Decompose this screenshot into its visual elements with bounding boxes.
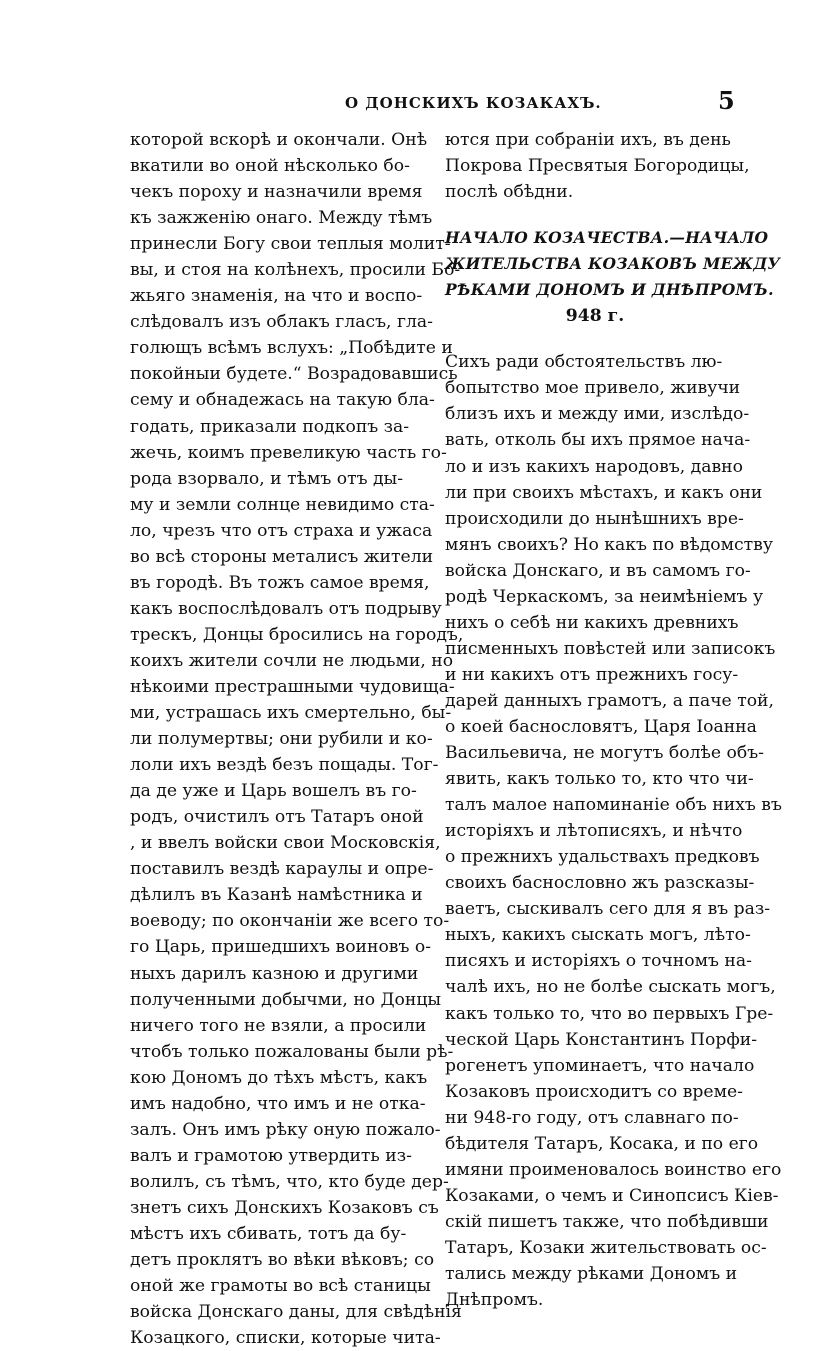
text-line: явить, какъ только то, кто что чи- xyxy=(445,769,754,790)
text-line: въ городѣ. Въ тожъ самое время, xyxy=(130,572,430,593)
text-line: жьяго знаменія, на что и воспо- xyxy=(130,286,423,307)
section-gap xyxy=(445,329,745,349)
right-intro-text xyxy=(445,127,750,205)
text-line: трескъ, Донцы бросились на городъ, xyxy=(130,624,464,645)
text-line: ни 948-го году, отъ славнаго по- xyxy=(445,1107,739,1128)
text-line: ческой Царь Константинъ Порфи- xyxy=(445,1029,758,1050)
text-line: исторіяхъ и лѣтописяхъ, и нѣчто xyxy=(445,821,743,842)
text-line: мѣстъ ихъ сбивать, тотъ да бу- xyxy=(130,1223,407,1244)
text-line: рода взорвало, и тѣмъ отъ ды- xyxy=(130,468,404,489)
text-line: вать, отколь бы ихъ прямое нача- xyxy=(445,430,751,451)
text-line: воеводу; по окончаніи же всего то- xyxy=(130,911,450,932)
text-line: слѣдовалъ изъ облакъ гласъ, гла- xyxy=(130,312,433,333)
text-line: РѢКАМИ ДОНОМЪ И ДНѢПРОМЪ. xyxy=(445,280,774,300)
text-line: му и земли солнце невидимо ста- xyxy=(130,494,435,515)
left-column xyxy=(130,127,464,1351)
text-line: ли при своихъ мѣстахъ, и какъ они xyxy=(445,482,763,503)
text-line: нихъ о себѣ ни какихъ древнихъ xyxy=(445,612,739,633)
text-line: къ зажженію онаго. Между тѣмъ xyxy=(130,208,433,229)
section-heading xyxy=(445,225,781,303)
text-line: лоли ихъ вездѣ безъ пощады. Тог- xyxy=(130,755,439,776)
text-line: родъ, очистилъ отъ Татаръ оной xyxy=(130,807,424,828)
text-line: Сихъ ради обстоятельствъ лю- xyxy=(445,352,723,373)
text-line: Днѣпромъ. xyxy=(445,1290,544,1311)
text-line: коихъ жители сочли не людьми, но xyxy=(130,650,454,671)
text-line: жечь, коимъ превеликую часть го- xyxy=(130,442,447,463)
text-line: ли полумертвы; они рубили и ко- xyxy=(130,729,433,750)
text-line: поставилъ вездѣ караулы и опре- xyxy=(130,859,434,880)
text-line: ничего того не взяли, а просили xyxy=(130,1015,427,1036)
text-line: дарей данныхъ грамотъ, а паче той, xyxy=(445,690,774,711)
text-line: чтобъ только пожалованы были рѣ- xyxy=(130,1041,454,1062)
text-line: мянъ своихъ? Но какъ по вѣдомству xyxy=(445,534,773,555)
text-line: вкатили во оной нѣсколько бо- xyxy=(130,156,410,177)
text-line: о прежнихъ удальствахъ предковъ xyxy=(445,847,760,868)
text-line: го Царь, пришедшихъ воиновъ о- xyxy=(130,937,432,958)
text-line: какъ воспослѣдовалъ отъ подрыву xyxy=(130,598,442,619)
text-line: талъ малое напоминаніе объ нихъ въ xyxy=(445,795,782,816)
text-line: годать, приказали подкопъ за- xyxy=(130,416,410,437)
text-line: имъ надобно, что имъ и не отка- xyxy=(130,1093,426,1114)
text-line: во всѣ стороны металисъ жители xyxy=(130,546,434,567)
text-line: происходили до нынѣшнихъ вре- xyxy=(445,508,744,529)
text-line: чекъ пороху и назначили время xyxy=(130,182,423,203)
text-line: принесли Богу свои теплыя молит- xyxy=(130,234,451,255)
text-line: полученными добычми, но Донцы xyxy=(130,989,442,1010)
text-line: дѣлилъ въ Казанѣ намѣстника и xyxy=(130,885,423,906)
text-line: вы, и стоя на колѣнехъ, просили Бо- xyxy=(130,260,461,281)
text-line: волилъ, съ тѣмъ, что, кто буде дер- xyxy=(130,1171,449,1192)
right-column xyxy=(445,127,782,1313)
text-line: залъ. Онъ имъ рѣку оную пожало- xyxy=(130,1119,441,1140)
text-line: знетъ сихъ Донскихъ Козаковъ съ xyxy=(130,1197,439,1218)
text-line: да де уже и Царь вошелъ въ го- xyxy=(130,781,417,802)
text-line: Козаками, о чемъ и Синопсисъ Кіев- xyxy=(445,1185,779,1206)
text-line: НАЧАЛО КОЗАЧЕСТВА.—НАЧАЛО xyxy=(445,228,769,248)
text-line: ныхъ, какихъ сыскать могъ, лѣто- xyxy=(445,925,751,946)
text-line: детъ проклятъ во вѣки вѣковъ; со xyxy=(130,1250,435,1271)
text-line: ло и изъ какихъ народовъ, давно xyxy=(445,456,743,477)
text-line: ло, чрезъ что отъ страха и ужаса xyxy=(130,520,433,541)
text-line: Васильевича, не могутъ болѣе объ- xyxy=(445,743,764,764)
text-line: скій пишетъ также, что побѣдивши xyxy=(445,1211,769,1232)
text-line: чалѣ ихъ, но не болѣе сыскать могъ, xyxy=(445,977,776,998)
text-line: рогенетъ упоминаетъ, что начало xyxy=(445,1055,755,1076)
text-line: покойныи будете.“ Возрадовавшись xyxy=(130,364,458,385)
running-title: О ДОНСКИХЪ КОЗАКАХЪ. xyxy=(345,94,602,112)
text-line: ются при собраніи ихъ, въ день xyxy=(445,130,731,150)
text-line: писменныхъ повѣстей или записокъ xyxy=(445,638,776,659)
section-year: 948 г. xyxy=(565,306,625,327)
text-line: нѣкоими престрашными чудовища- xyxy=(130,676,455,697)
text-line: своихъ баснословно жъ разсказы- xyxy=(445,873,755,894)
text-line: о коей баснословятъ, Царя Іоанна xyxy=(445,716,757,737)
text-line: сему и обнадежась на такую бла- xyxy=(130,390,435,411)
text-line: имяни проименовалось воинство его xyxy=(445,1159,782,1180)
text-line: которой вскорѣ и окончали. Онѣ xyxy=(130,130,428,150)
text-line: тались между рѣками Дономъ и xyxy=(445,1263,738,1284)
text-line: ваетъ, сыскивалъ сего для я въ раз- xyxy=(445,899,771,920)
text-line: войска Донскаго, и въ самомъ го- xyxy=(445,560,751,581)
text-line: оной же грамоты во всѣ станицы xyxy=(130,1276,431,1297)
page-number: 5 xyxy=(718,86,735,115)
text-line: валъ и грамотою утвердить из- xyxy=(130,1145,412,1166)
text-line: и ни какихъ отъ прежнихъ госу- xyxy=(445,664,739,685)
text-line: послѣ обѣдни. xyxy=(445,182,574,203)
text-line: голющъ всѣмъ вслухъ: „Побѣдите и xyxy=(130,338,453,359)
text-line: какъ только то, что во первыхъ Гре- xyxy=(445,1003,774,1024)
text-line: ныхъ дарилъ казною и другими xyxy=(130,963,419,984)
text-line: Козаковъ происходитъ со време- xyxy=(445,1081,743,1102)
text-line: Татаръ, Козаки жительствовать ос- xyxy=(445,1237,767,1258)
text-line: войска Донскаго даны, для свѣдѣнія xyxy=(130,1302,462,1323)
right-body-text xyxy=(445,349,782,1313)
text-line: бопытство мое привело, живучи xyxy=(445,378,741,399)
text-line: близъ ихъ и между ими, изслѣдо- xyxy=(445,404,750,425)
text-line: , и ввелъ войски свои Московскія, xyxy=(130,833,441,854)
text-line: писяхъ и исторіяхъ о точномъ на- xyxy=(445,951,752,972)
text-line: Козацкого, списки, которые чита- xyxy=(130,1328,441,1349)
section-gap xyxy=(445,205,745,225)
text-line: ЖИТЕЛЬСТВА КОЗАКОВЪ МЕЖДУ xyxy=(445,254,781,274)
text-line: Покрова Пресвятыя Богородицы, xyxy=(445,156,750,177)
text-line: бѣдителя Татаръ, Косака, и по его xyxy=(445,1133,759,1154)
text-line: родѣ Черкаскомъ, за неимѣніемъ у xyxy=(445,586,764,607)
text-line: ми, устрашась ихъ смертельно, бы- xyxy=(130,703,452,724)
text-line: кою Дономъ до тѣхъ мѣстъ, какъ xyxy=(130,1067,428,1088)
